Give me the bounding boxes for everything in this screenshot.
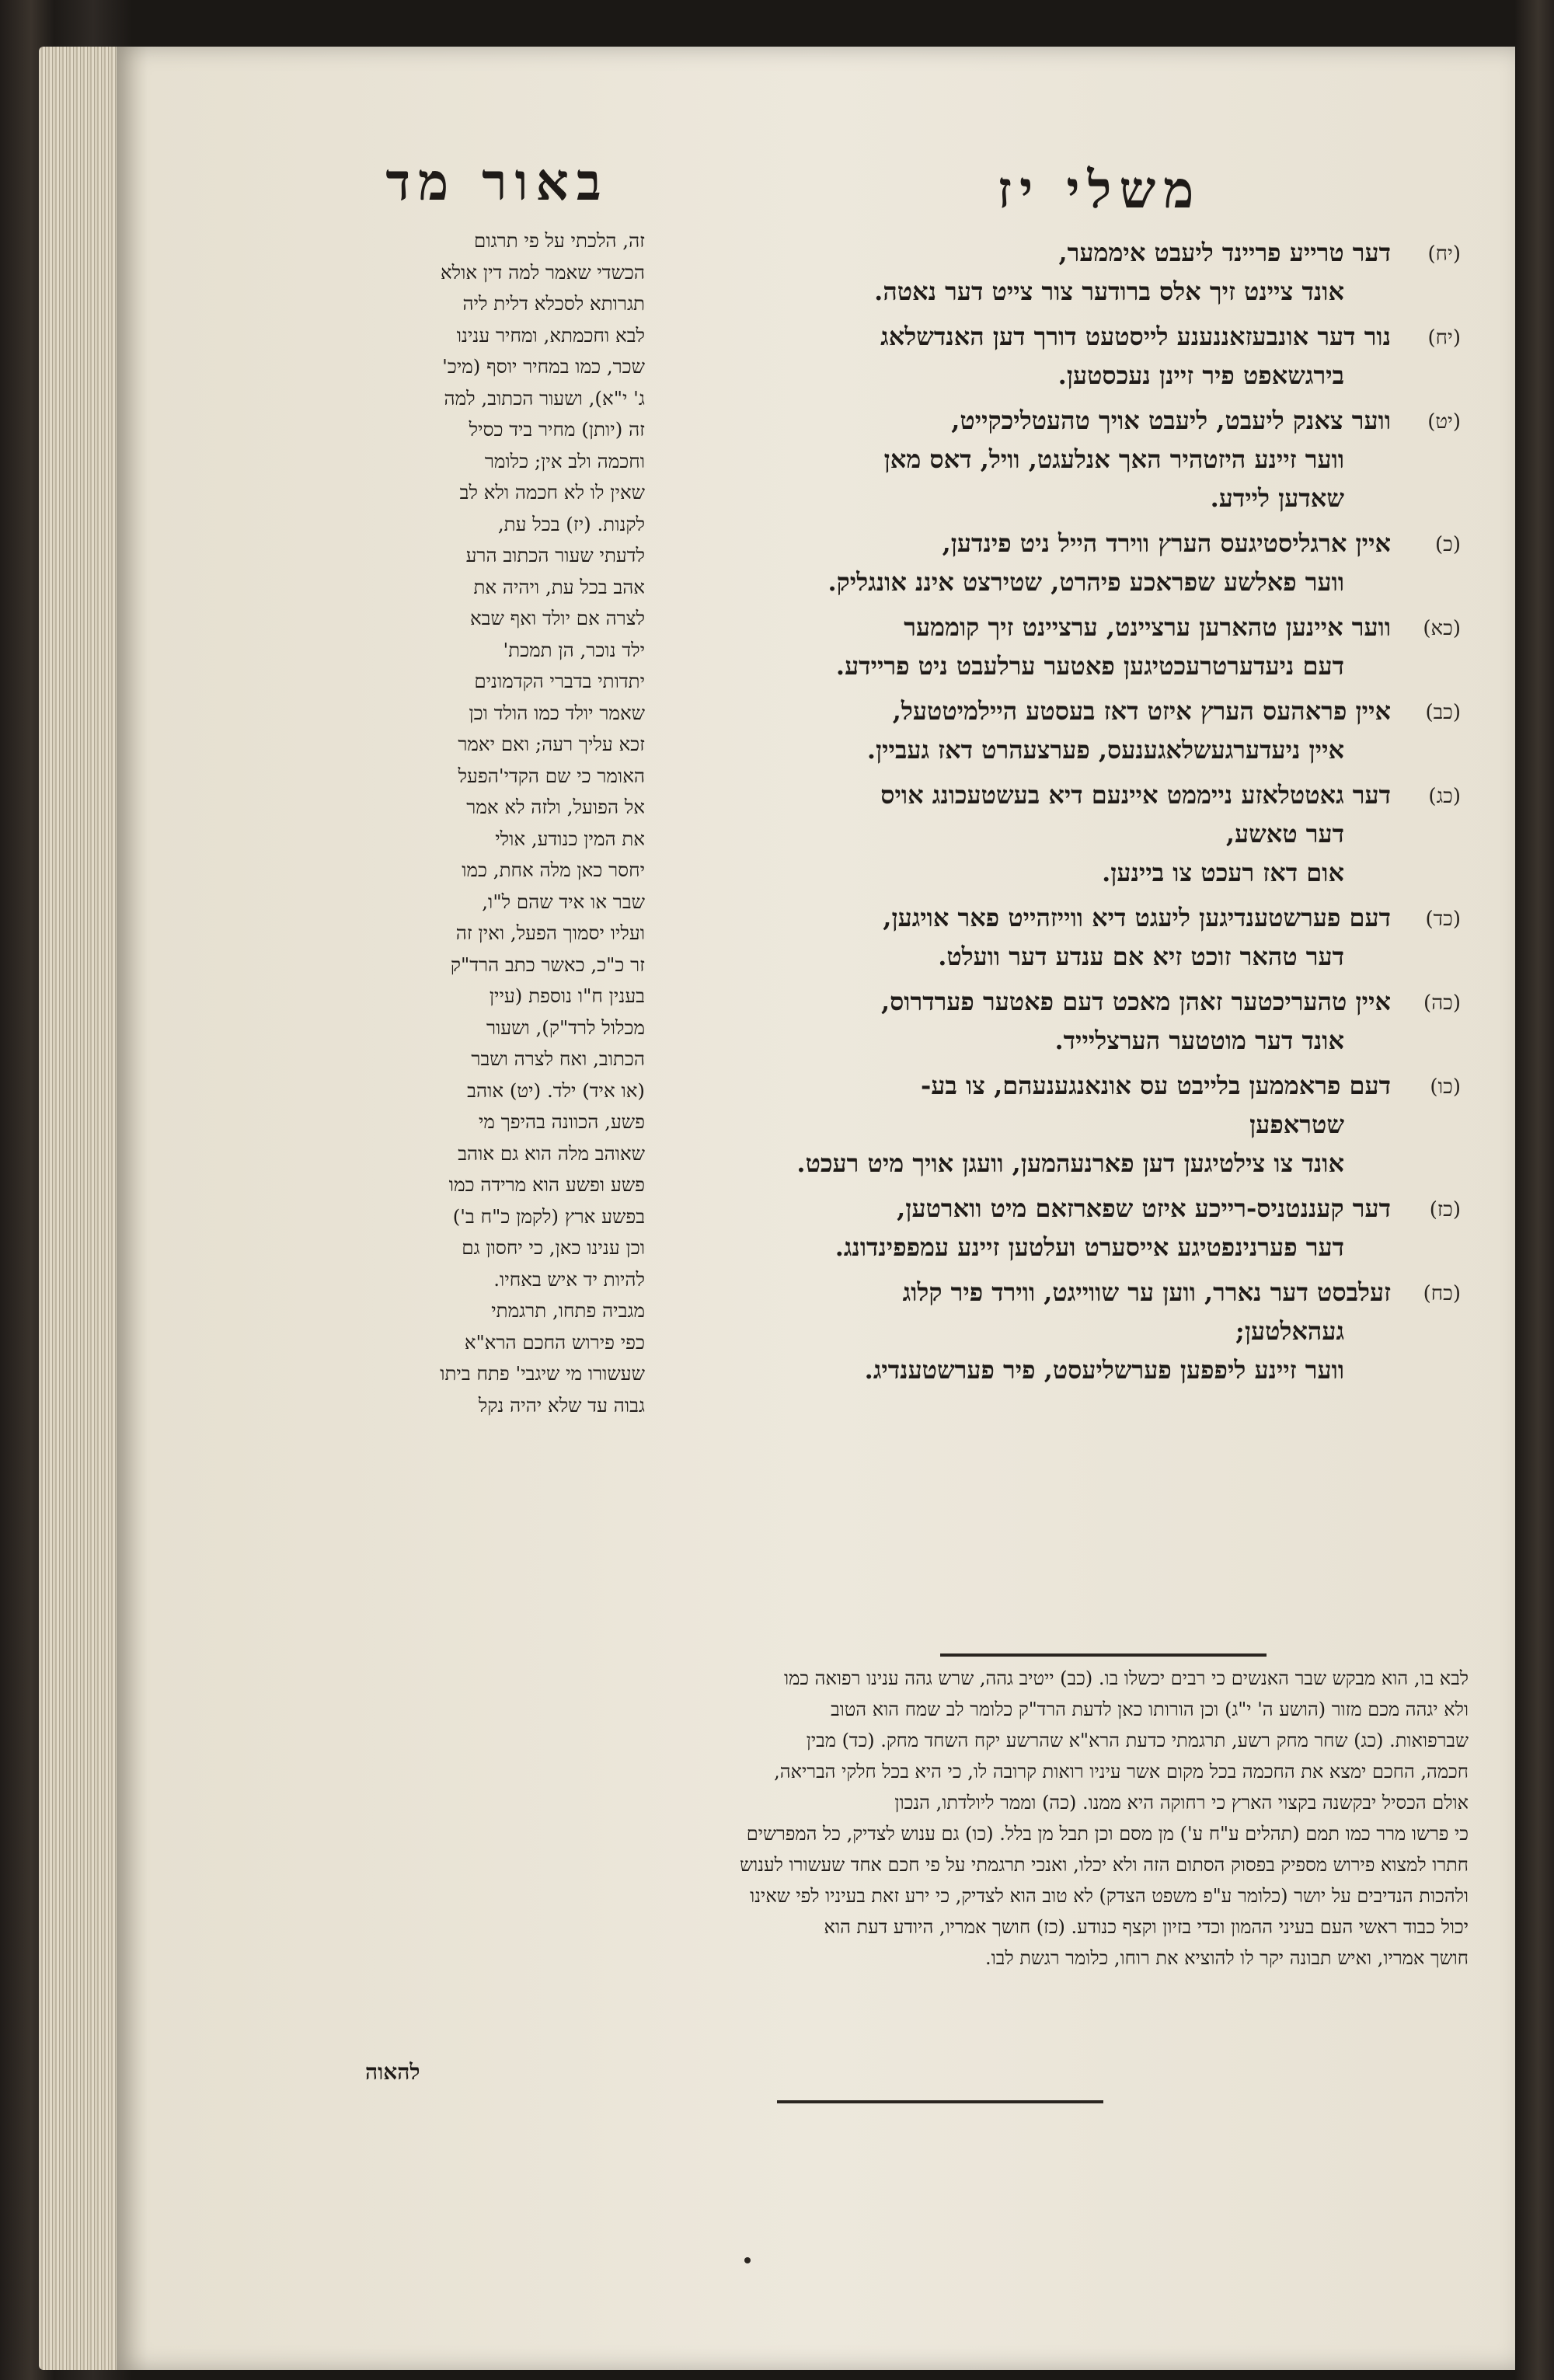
footnote-line: יכול כבוד ראשי העם בעיני ההמון וכדי בזיון וקצף כנודע. (כז) חושך אמריו, היודע דעת הוא	[824, 1916, 1469, 1938]
verse-line: איין פראהעס הערץ איזט דאז בעסטע היילמיטטעל,	[892, 696, 1391, 726]
verse-line: דעם פראממען בלייבט עס אונאנגענעהם, צו בע-	[921, 1071, 1391, 1100]
verse	[668, 608, 1461, 685]
verse-line: נור דער אונבעזאננענע לייסטעט דורך דען האנדשלאג	[880, 322, 1391, 351]
verse-line: דעם פערשטענדיגען ליעגט דיא ווייזהייט פאר אויגען,	[883, 903, 1391, 932]
bottom-rule	[777, 2100, 1103, 2103]
catchword: להאוה	[365, 2059, 420, 2085]
footnote-line: אולם הכסיל יבקשנה בקצוי הארץ כי רחוקה היא ממנו. (כה) וממר ליולדתו, הנכון	[894, 1792, 1469, 1814]
verse-line: אום דאז רעכט צו ביינען.	[1102, 858, 1344, 887]
verse-line: דער טרייע פריינד ליעבט איממער,	[1058, 238, 1391, 267]
commentary-line: תגרותא לסכלא דלית ליה	[462, 292, 645, 315]
verse	[668, 233, 1461, 311]
commentary-line: אל הפועל, ולזה לא אמר	[466, 796, 645, 818]
verse-number: (כג)	[1428, 785, 1461, 808]
divider-rule	[940, 1653, 1267, 1657]
verse-line: דער גאטטלאזע נייממט איינעם דיא בעשטעכונג אויס	[880, 780, 1391, 810]
footnote-line: לבא בו, הוא מבקש שבר האנשים כי רבים יכשלו בו. (כב) ייטיב גהה, שרש גהה ענינו רפואה כמו	[783, 1667, 1469, 1689]
verse-number: (יח)	[1427, 326, 1461, 350]
verse-line: ווער צאנק ליעבט, ליעבט אויך טהעטליכקייט,	[951, 406, 1391, 435]
verse	[668, 982, 1461, 1060]
commentary-line: שאמר יולד כמו הולד וכן	[469, 701, 645, 724]
footnote-commentary	[311, 1663, 1469, 1974]
commentary-line: לקנות. (יז) בכל עת,	[497, 512, 645, 535]
verse-line: דער טאשע,	[1225, 819, 1344, 849]
verse-number: (כד)	[1425, 908, 1461, 931]
verse-line: ווער איינען טהארען ערציינט, ערציינט זיך קוממער	[904, 612, 1391, 642]
verse-number: (כח)	[1423, 1282, 1461, 1305]
commentary-line: יתדותי בדברי הקדמונים	[474, 670, 645, 692]
commentary-line: זר כ"כ, כאשר כתב הרד"ק	[450, 953, 645, 976]
commentary-line: שאוהב מלה הוא גם אוהב	[458, 1141, 645, 1165]
commentary-line: את המין כנודע, אולי	[495, 827, 645, 850]
verse	[668, 524, 1461, 601]
translation-column	[668, 233, 1461, 1396]
commentary-line: לבא וחכמתא, ומחיר ענינו	[456, 323, 645, 347]
verse-line: געהאלטען;	[1235, 1316, 1344, 1346]
commentary-line: ג' י"א), ושעור הכתוב, למה	[444, 386, 645, 409]
verse-line: ווער זיינע היזטהיר האך אנלעגט, וויל, דאס מאן	[883, 444, 1344, 474]
footnote-line: חתרו למצוא פירוש מספיק בפסוק הסתום הזה ולא יכלו, ואנכי תרגמתי על פי חכם אחד שעשורו לענוש	[740, 1854, 1469, 1876]
footnote-line: כי פרשו מרר כמו תמם (תהלים ע"ח ע') מן מסם וכן תבל מן בלל. (כו) גם ענוש לצדיק, כל המפרשים	[746, 1823, 1469, 1845]
footnote-line: ולא יגהה מכם מזור (הושע ה' י"ג) וכן הורותו כאן לדעת הרד"ק כלומר לב שמח הוא הטוב	[831, 1699, 1469, 1720]
verse-number: (כה)	[1423, 991, 1461, 1015]
verse	[668, 692, 1461, 769]
commentary-line: אהב בכל עת, ויהיה את	[473, 575, 645, 598]
verse-number: (כז)	[1429, 1198, 1461, 1221]
verse-line: בירגשאפט פיר זיינן נעכסטען.	[1057, 361, 1344, 390]
verse-line: שטראפען	[1249, 1110, 1344, 1139]
commentary-line: ועליו יסמוך הפעל, ואין זה	[455, 922, 645, 944]
commentary-line: הכתוב, ואח לצרה ושבר	[471, 1047, 645, 1070]
verse-line: אונד צו צילטיגען דען פארנעהמען, וועגן אויך מיט רעכט.	[796, 1148, 1344, 1178]
main-header: משלי יז	[997, 159, 1202, 220]
verse-line: דעם ניעדערטרעכטיגען פאטער ערלעבט ניט פריידע.	[835, 651, 1344, 681]
commentary-line: לדעתי שעור הכתוב הרע	[465, 544, 645, 566]
commentary-line: שעשורו מי שיגבי' פתח ביתו	[440, 1362, 645, 1385]
verse-line: איין טהעריכטער זאהן מאכט דעם פאטער פערדרוס,	[880, 987, 1391, 1016]
verse-number: (כא)	[1423, 617, 1461, 640]
commentary-line: הכשדי שאמר למה דין אולא	[440, 260, 645, 284]
verse-line: שאדען ליידע.	[1210, 483, 1344, 513]
verse-line: דער פערנינפטיגע אייסערט ועלטען זיינע עמפפינדונג.	[834, 1232, 1344, 1262]
commentary-line: פשע, הכוונה בהיפך מי	[478, 1110, 645, 1133]
commentary-header: באור מד	[385, 152, 609, 212]
verse-line: אונד ציינט זיך אלס ברודער צור צייט דער נאטה.	[874, 277, 1344, 306]
verse	[668, 775, 1461, 892]
commentary-line: להיות יד איש באחיו.	[493, 1267, 645, 1291]
footnote-line: ולהכות הנדיבים על יושר (כלומר ע"פ משפט הצדק) לא טוב הוא לצדיק, כי ירע זאת בעיניו לפי שאינו	[750, 1885, 1469, 1907]
commentary-line: פשע ופשע הוא מרידה כמו	[448, 1173, 645, 1196]
verse	[668, 1066, 1461, 1183]
footnote-line: שברפואות. (כג) שחר מחק רשע, תרגמתי כדעת הרא"א שהרשע יקח השחד מחק. (כד) מבין	[806, 1730, 1469, 1751]
verse-line: דער טהאר זוכט זיא אם ענדע דער וועלט.	[938, 942, 1344, 971]
verse	[668, 317, 1461, 395]
commentary-line: וחכמה ולב אין; כלומר	[484, 449, 645, 472]
verse-line: דער קעננטניס-רייכע איזט שפארזאם מיט ווארטען,	[897, 1193, 1391, 1223]
verse-number: (יח)	[1427, 242, 1461, 266]
verse	[668, 898, 1461, 976]
commentary-line: בענין ח"ו נוספת (עיין	[489, 984, 645, 1007]
verse-line: ווער זיינע ליפפען פערשליעסט, פיר פערשטענדיג.	[864, 1355, 1344, 1385]
commentary-column	[334, 225, 645, 1421]
verse-line: ווער פאלשע שפראכע פיהרט, שטירצט איננ אונגליק.	[828, 567, 1344, 597]
verse-number: (יט)	[1427, 410, 1461, 434]
verse	[668, 1273, 1461, 1389]
commentary-line: ילד נוכר, הן תמכת'	[503, 638, 645, 661]
commentary-line: בפשע ארץ (לקמן כ"ח ב')	[452, 1204, 645, 1228]
commentary-line: האומר כי שם הקדי'הפעל	[458, 764, 645, 787]
footnote-line: חושך אמריו, ואיש תבונה יקר לו להוציא את רוחו, כלומר רגשת לבו.	[985, 1947, 1469, 1969]
commentary-line: זה (יותן) מחיר ביד כסיל	[469, 418, 645, 441]
commentary-line: זכא עליך רעה; ואם יאמר	[458, 733, 645, 755]
commentary-line: שכר, כמו במחיר יוסף (מיכ'	[442, 355, 645, 378]
verse-number: (כב)	[1425, 701, 1461, 724]
page-mark-dot	[744, 2257, 751, 2263]
page-edges	[39, 47, 124, 2370]
commentary-line: כפי פירוש החכם הרא"א	[464, 1330, 645, 1354]
commentary-line: לצרה אם יולד ואף שבא	[469, 607, 645, 629]
verse-number: (כו)	[1430, 1075, 1461, 1099]
verse-line: זעלבסט דער נארר, ווען ער שווייגט, ווירד פיר קלוג	[902, 1277, 1391, 1307]
commentary-line: זה, הלכתי על פי תרגום	[474, 229, 645, 252]
footnote-line: חכמה, החכם ימצא את החכמה בכל מקום אשר עיניו רואות קרובה לו, כי היא בכל חלקי הבריאה,	[774, 1761, 1469, 1782]
commentary-line: שבר או איד שהם ל"ו,	[482, 890, 645, 913]
commentary-line: יחסר כאן מלה אחת, כמו	[462, 859, 645, 881]
commentary-line: (או איד) ילד. (יט) אוהב	[467, 1078, 645, 1102]
commentary-line: גבוה עד שלא יהיה נקל	[478, 1393, 645, 1417]
commentary-line: וכן ענינו כאן, כי יחסון גם	[462, 1236, 645, 1259]
commentary-line: מכלול לרד"ק), ושעור	[486, 1016, 645, 1039]
verse-line: איין ארגליסטיגעס הערץ ווירד הייל ניט פינדען,	[942, 528, 1391, 558]
verse	[668, 401, 1461, 517]
verse-number: (כ)	[1435, 533, 1461, 556]
verse-line: איין ניעדערגעשלאגענעס, פערצעהרט דאז געביין.	[866, 735, 1344, 765]
verse-line: אונד דער מוטטער הערצליייד.	[1054, 1026, 1344, 1055]
commentary-line: שאין לו לא חכמה ולא לב	[459, 481, 645, 504]
commentary-line: מגביה פתחו, תרגמתי	[491, 1299, 645, 1322]
binding-edge	[1515, 0, 1554, 2380]
verse	[668, 1189, 1461, 1267]
